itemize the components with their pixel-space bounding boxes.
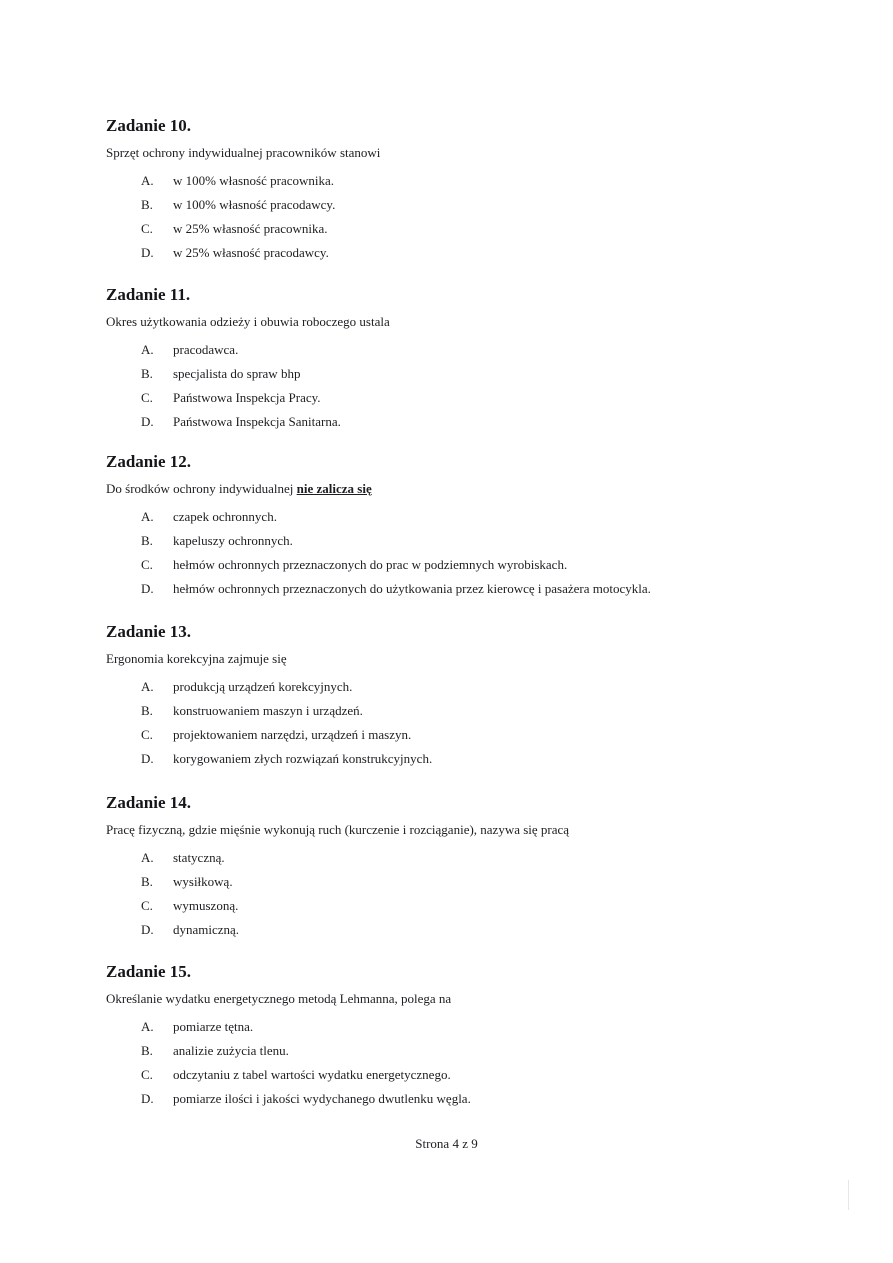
option-letter: C. bbox=[141, 898, 153, 913]
option-letter: B. bbox=[141, 366, 153, 381]
option-c bbox=[106, 553, 826, 577]
option-text: hełmów ochronnych przeznaczonych do prac w podziemnych wyrobiskach. bbox=[173, 557, 568, 572]
task-title: Zadanie 14. bbox=[106, 793, 192, 812]
scan-edge-mark bbox=[848, 1180, 849, 1210]
option-text: projektowaniem narzędzi, urządzeń i maszyn. bbox=[173, 727, 412, 742]
option-letter: C. bbox=[141, 1067, 153, 1082]
task-title: Zadanie 10. bbox=[106, 116, 192, 135]
option-letter: A. bbox=[141, 1019, 154, 1034]
option-a bbox=[106, 338, 826, 362]
task-question: Ergonomia korekcyjna zajmuje się bbox=[106, 651, 287, 666]
option-d bbox=[106, 918, 826, 942]
option-letter: A. bbox=[141, 173, 154, 188]
option-letter: D. bbox=[141, 751, 154, 766]
task-question: Okres użytkowania odzieży i obuwia roboczego ustala bbox=[106, 314, 390, 329]
task-11 bbox=[106, 285, 826, 450]
task-question: Określanie wydatku energetycznego metodą Lehmanna, polega na bbox=[106, 991, 452, 1006]
options-list bbox=[106, 846, 826, 942]
option-d bbox=[106, 410, 826, 434]
option-letter: C. bbox=[141, 557, 153, 572]
task-question: Pracę fizyczną, gdzie mięśnie wykonują ruch (kurczenie i rozciąganie), nazywa się pracą bbox=[106, 822, 570, 837]
options-list bbox=[106, 505, 826, 601]
option-letter: D. bbox=[141, 414, 154, 429]
option-letter: B. bbox=[141, 197, 153, 212]
options-list bbox=[106, 338, 826, 434]
task-title: Zadanie 13. bbox=[106, 622, 192, 641]
task-question bbox=[106, 481, 826, 497]
option-d bbox=[106, 577, 826, 601]
option-c bbox=[106, 1063, 826, 1087]
option-text: analizie zużycia tlenu. bbox=[173, 1043, 289, 1058]
option-text: w 25% własność pracodawcy. bbox=[173, 245, 329, 260]
option-letter: A. bbox=[141, 679, 154, 694]
option-text: Państwowa Inspekcja Pracy. bbox=[173, 390, 321, 405]
option-text: pomiarze ilości i jakości wydychanego dwutlenku węgla. bbox=[173, 1091, 471, 1106]
option-a bbox=[106, 846, 826, 870]
option-b bbox=[106, 193, 826, 217]
option-letter: A. bbox=[141, 342, 154, 357]
option-text: statyczną. bbox=[173, 850, 225, 865]
option-letter: B. bbox=[141, 1043, 153, 1058]
option-c bbox=[106, 894, 826, 918]
option-b bbox=[106, 699, 826, 723]
option-letter: C. bbox=[141, 390, 153, 405]
task-question: Sprzęt ochrony indywidualnej pracowników stanowi bbox=[106, 145, 381, 160]
option-letter: D. bbox=[141, 581, 154, 596]
option-b bbox=[106, 362, 826, 386]
options-list bbox=[106, 1015, 826, 1111]
option-text: pomiarze tętna. bbox=[173, 1019, 254, 1034]
task-title: Zadanie 15. bbox=[106, 962, 192, 981]
option-letter: C. bbox=[141, 221, 153, 236]
option-letter: D. bbox=[141, 245, 154, 260]
option-letter: D. bbox=[141, 922, 154, 937]
option-letter: B. bbox=[141, 533, 153, 548]
option-text: konstruowaniem maszyn i urządzeń. bbox=[173, 703, 363, 718]
task-title: Zadanie 12. bbox=[106, 452, 192, 471]
task-question-emphasis: nie zalicza się bbox=[296, 481, 372, 496]
option-text: dynamiczną. bbox=[173, 922, 240, 937]
option-d bbox=[106, 747, 826, 771]
option-c bbox=[106, 386, 826, 410]
option-letter: A. bbox=[141, 850, 154, 865]
options-list bbox=[106, 675, 826, 771]
page-number: Strona 4 z 9 bbox=[415, 1136, 478, 1151]
option-text: w 100% własność pracownika. bbox=[173, 173, 335, 188]
option-b bbox=[106, 529, 826, 553]
option-text: Państwowa Inspekcja Sanitarna. bbox=[173, 414, 341, 429]
task-15 bbox=[106, 962, 826, 1127]
task-12 bbox=[106, 452, 826, 617]
option-letter: A. bbox=[141, 509, 154, 524]
option-text: kapeluszy ochronnych. bbox=[173, 533, 293, 548]
option-letter: D. bbox=[141, 1091, 154, 1106]
option-text: specjalista do spraw bhp bbox=[173, 366, 301, 381]
option-letter: C. bbox=[141, 727, 153, 742]
option-c bbox=[106, 217, 826, 241]
task-14 bbox=[106, 793, 826, 958]
option-text: pracodawca. bbox=[173, 342, 239, 357]
option-a bbox=[106, 169, 826, 193]
option-text: odczytaniu z tabel wartości wydatku energetycznego. bbox=[173, 1067, 451, 1082]
task-question-text: Do środków ochrony indywidualnej bbox=[106, 481, 294, 496]
option-b bbox=[106, 1039, 826, 1063]
option-text: w 25% własność pracownika. bbox=[173, 221, 328, 236]
option-b bbox=[106, 870, 826, 894]
option-a bbox=[106, 675, 826, 699]
option-text: w 100% własność pracodawcy. bbox=[173, 197, 336, 212]
option-d bbox=[106, 1087, 826, 1111]
option-text: produkcją urządzeń korekcyjnych. bbox=[173, 679, 353, 694]
task-title: Zadanie 11. bbox=[106, 285, 191, 304]
option-a bbox=[106, 505, 826, 529]
option-text: wymuszoną. bbox=[173, 898, 239, 913]
option-text: hełmów ochronnych przeznaczonych do użytkowania przez kierowcę i pasażera motocykla. bbox=[173, 581, 651, 596]
option-letter: B. bbox=[141, 874, 153, 889]
task-13 bbox=[106, 622, 826, 787]
option-a bbox=[106, 1015, 826, 1039]
task-10 bbox=[106, 116, 826, 281]
option-text: wysiłkową. bbox=[173, 874, 233, 889]
option-text: korygowaniem złych rozwiązań konstrukcyjnych. bbox=[173, 751, 433, 766]
option-text: czapek ochronnych. bbox=[173, 509, 277, 524]
option-c bbox=[106, 723, 826, 747]
option-d bbox=[106, 241, 826, 265]
option-letter: B. bbox=[141, 703, 153, 718]
options-list bbox=[106, 169, 826, 265]
